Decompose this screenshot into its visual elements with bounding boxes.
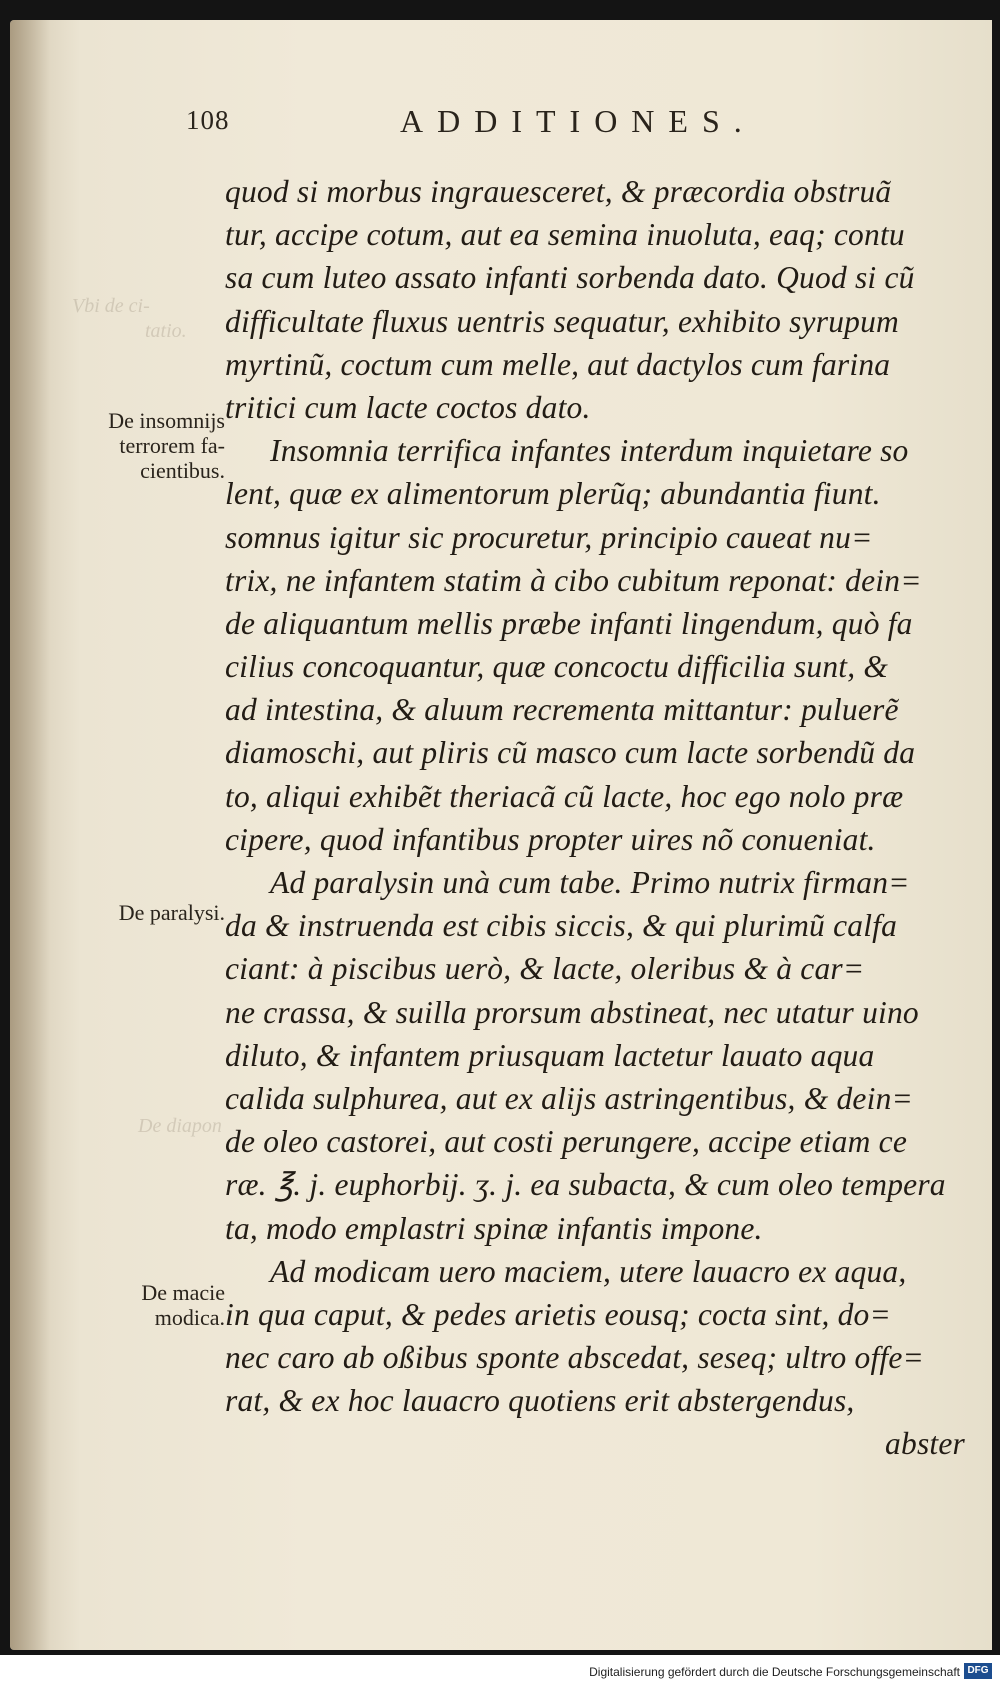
text-line: de aliquantum mellis præbe infanti lingendum, quò fa <box>225 605 913 641</box>
text-line: tritici cum lacte coctos dato. <box>225 389 591 425</box>
text-line: in qua caput, & pedes arietis eousq; cocta sint, do= <box>225 1296 891 1332</box>
margin-note-line: terrorem fa- <box>119 433 225 458</box>
margin-note-line: cientibus. <box>140 458 225 483</box>
text-line: ne crassa, & suilla prorsum abstineat, nec utatur uino <box>225 994 919 1030</box>
text-line: calida sulphurea, aut ex alijs astringentibus, & dein= <box>225 1080 913 1116</box>
dfg-logo-icon: DFG <box>964 1663 992 1679</box>
text-line: sa cum luteo assato infanti sorbenda dato. Quod si cũ <box>225 260 915 296</box>
text-line: to, aliqui exhibẽt theriacã cũ lacte, hoc ego nolo præ <box>225 778 904 814</box>
text-line: cilius concoquantur, quæ concoctu difficilia sunt, & <box>225 649 889 685</box>
margin-note-line: De macie <box>141 1280 225 1305</box>
text-line: trix, ne infantem statim à cibo cubitum reponat: dein= <box>225 562 922 598</box>
text-line: ta, modo emplastri spinæ infantis impone. <box>225 1210 763 1246</box>
bleed-through-text: De diapon <box>138 1115 222 1137</box>
margin-note-paralysis <box>119 900 225 925</box>
text-line: ciant: à piscibus uerò, & lacte, oleribus & à car= <box>225 951 865 987</box>
running-title: ADDITIONES. <box>400 103 756 139</box>
text-line: lent, quæ ex alimentorum plerũq; abundantia fiunt. <box>225 476 881 512</box>
text-line: myrtinũ, coctum cum melle, aut dactylos cum farina <box>225 346 891 382</box>
text-line: difficultate fluxus uentris sequatur, exhibito syrupum <box>225 303 899 339</box>
digitization-credit: Digitalisierung gefördert durch die Deutsche Forschungsgemeinschaft <box>589 1665 960 1679</box>
catchword: abster <box>885 1426 965 1462</box>
page-number: 108 <box>186 105 230 135</box>
margin-note-insomnia <box>108 408 225 483</box>
margin-note-line: modica. <box>154 1305 225 1330</box>
text-line: quod si morbus ingrauesceret, & præcordia obstruã <box>225 174 892 209</box>
text-line: ad intestina, & aluum recrementa mittantur: puluerẽ <box>225 692 899 728</box>
text-line: de oleo castorei, aut costi perungere, accipe etiam ce <box>225 1124 908 1160</box>
text-line: nec caro ab oßibus sponte abscedat, seseq; ultro offe= <box>225 1340 924 1376</box>
body-text <box>225 170 965 1466</box>
bleed-through-text: tatio. <box>145 320 187 342</box>
book-page <box>10 20 992 1650</box>
text-line: Ad paralysin unà cum tabe. Primo nutrix firman= <box>270 865 910 900</box>
text-line: Ad modicam uero maciem, utere lauacro ex aqua, <box>270 1253 907 1289</box>
text-line: rat, & ex hoc lauacro quotiens erit abstergendus, <box>225 1383 855 1419</box>
margin-notes <box>10 20 225 1650</box>
text-line: ræ. ℥. j. euphorbij. ʒ. j. ea subacta, & cum oleo tempera <box>225 1167 946 1203</box>
margin-note-line: De paralysi. <box>118 900 225 925</box>
text-line: diluto, & infantem priusquam lactetur lauato aqua <box>225 1037 875 1073</box>
text-line: Insomnia terrifica infantes interdum inquietare so <box>270 433 909 469</box>
text-line: tur, accipe cotum, aut ea semina inuoluta, eaq; contu <box>225 217 905 253</box>
footer <box>0 1657 1000 1689</box>
text-line: diamoschi, aut pliris cũ masco cum lacte sorbendũ da <box>225 735 916 771</box>
text-line: da & instruenda est cibis siccis, & qui plurimũ calfa <box>225 908 898 944</box>
margin-note-macies <box>141 1280 225 1330</box>
text-line: somnus igitur sic procuretur, principio caueat nu= <box>225 519 873 555</box>
margin-note-line: De insomnijs <box>108 408 225 433</box>
text-line: cipere, quod infantibus propter uires nõ conueniat. <box>225 821 876 857</box>
bleed-through-text: Vbi de ci- <box>72 295 150 317</box>
